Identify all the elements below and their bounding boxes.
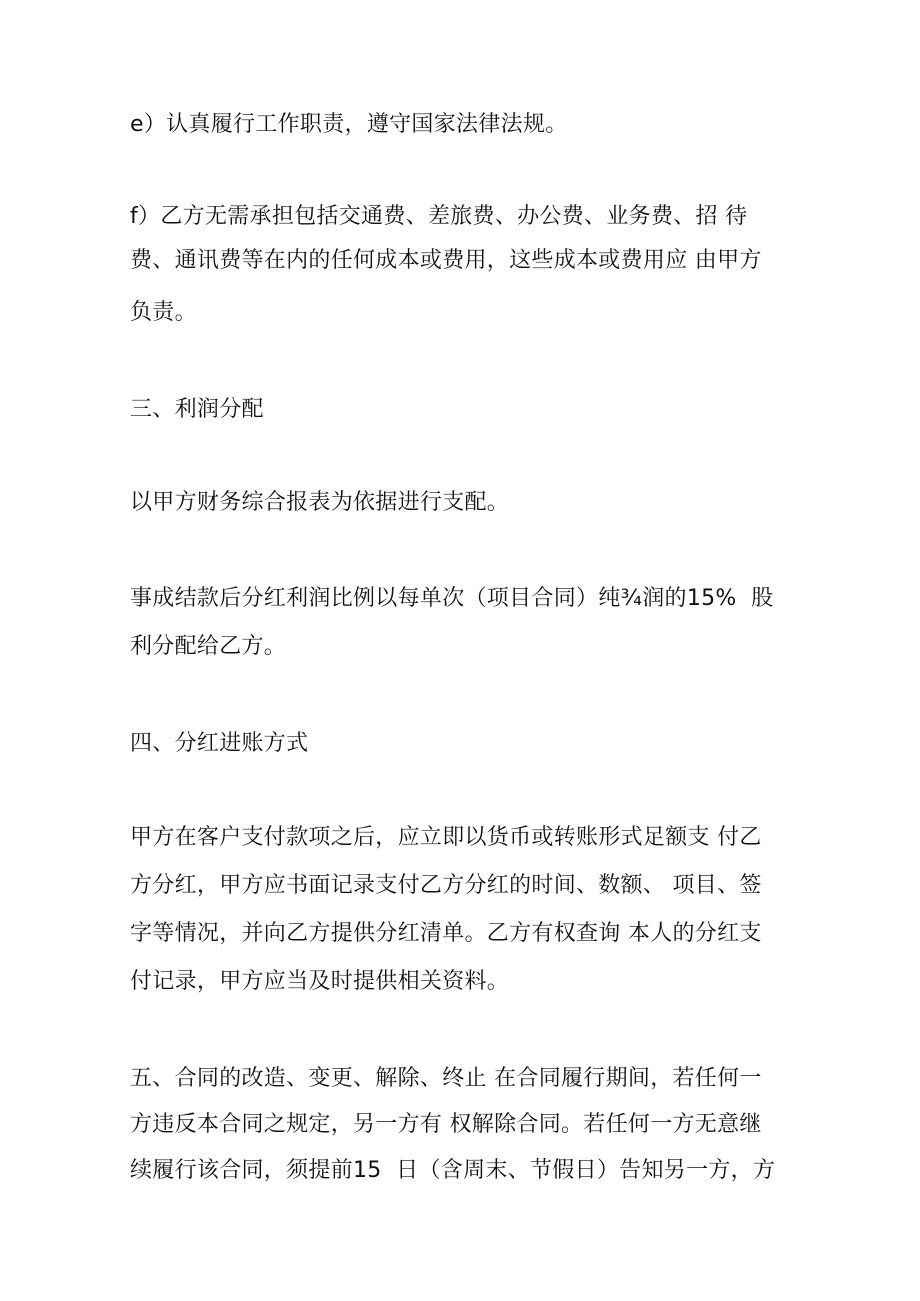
section-4-line-3: 字等情况，并向乙方提供分红清单。乙方有权查询 本人的分红支 [130,921,762,946]
section-4-line-1: 甲方在客户支付款项之后，应立即以货币或转账形式足额支 付乙 [130,825,762,850]
clause-f-line-1: f）乙方无需承担包括交通费、差旅费、办公费、业务费、招 待 [130,204,748,229]
section-3-heading: 三、利润分配 [130,397,264,422]
section-5-line-2: 方违反本合同之规定，另一方有 权解除合同。若任何一方无意继 [130,1112,762,1137]
clause-f-line-2: 费、通讯费等在内的任何成本或费用，这些成本或费用应 由甲方 [130,248,762,273]
clause-e: e）认真履行工作职责，遵守国家法律法规。 [130,112,568,137]
section-5-line-1: 五、合同的改造、变更、解除、终止 在合同履行期间，若任何一 [130,1066,762,1091]
section-4-line-2: 方分红，甲方应书面记录支付乙方分红的时间、数额、 项目、签 [130,873,762,898]
clause-f-line-3: 负责。 [130,300,197,325]
section-3-ratio-line-2: 利分配给乙方。 [130,634,287,659]
section-4-line-4: 付记录，甲方应当及时提供相关资料。 [130,969,510,994]
section-3-basis: 以甲方财务综合报表为依据进行支配。 [130,490,510,515]
section-3-ratio-line-1: 事成结款后分红利润比例以每单次（项目合同）纯¾润的15% 股 [130,586,774,611]
section-5-line-3: 续履行该合同，须提前15 日（含周末、节假日）告知另一方，方 [130,1158,776,1183]
section-4-heading: 四、分红进账方式 [130,731,309,756]
